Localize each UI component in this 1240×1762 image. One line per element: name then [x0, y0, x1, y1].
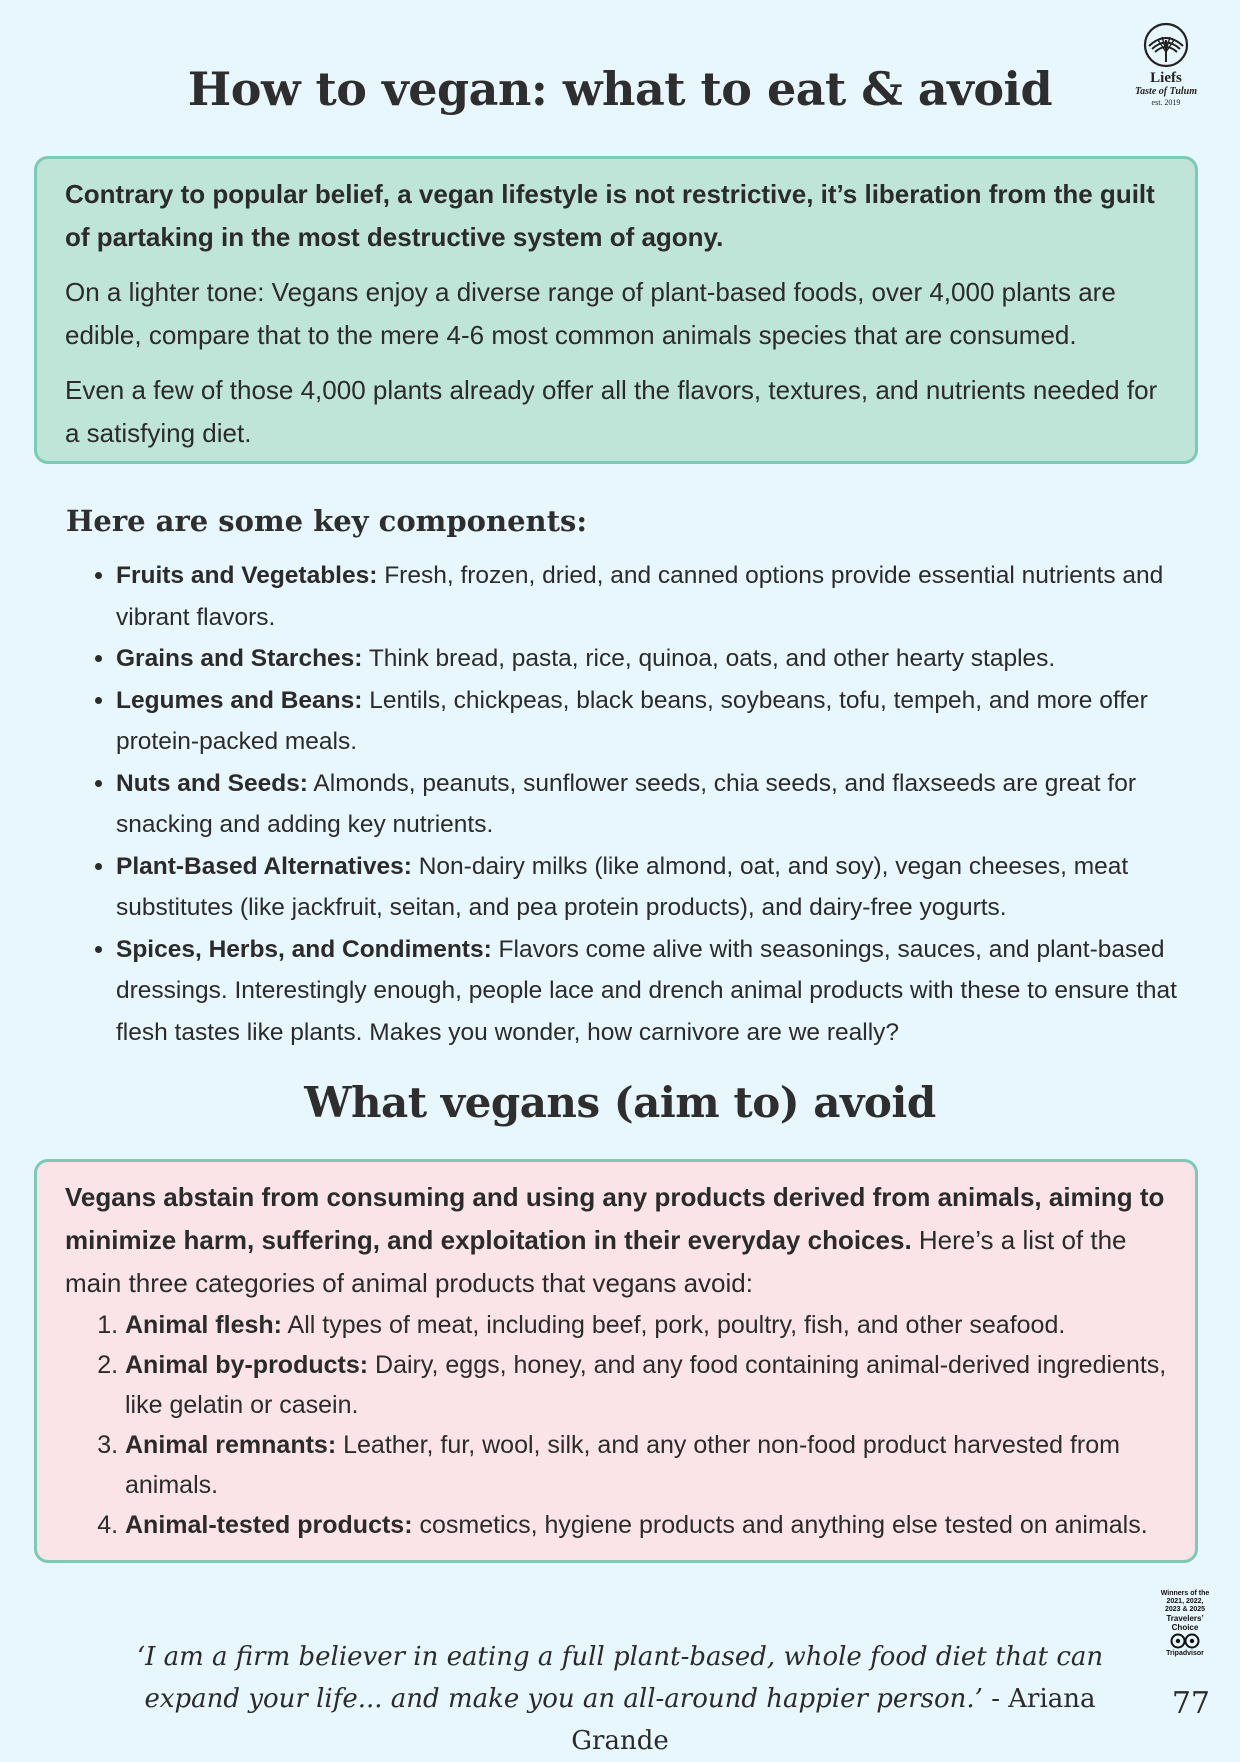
quote-attribution: - Ariana Grande	[571, 1684, 1096, 1756]
logo-brand: Liefs	[1150, 70, 1182, 86]
tripadvisor-owl-icon	[1170, 1633, 1200, 1649]
logo-est: est. 2019	[1151, 98, 1181, 107]
list-item-term: Fruits and Vegetables:	[116, 562, 378, 589]
list-item-text: Dairy, eggs, honey, and any food containing animal-derived ingredients, like gelatin or casein.	[125, 1351, 1167, 1419]
avoid-intro	[65, 1176, 1169, 1305]
avoid-bold-statement: Vegans abstain from consuming and using any products derived from animals, aiming to minimize harm, suffering, and exploitation in their everyday choices.	[65, 1182, 1165, 1255]
list-item-text: Think bread, pasta, rice, quinoa, oats, and other hearty staples.	[362, 645, 1056, 672]
list-item	[125, 1425, 1169, 1505]
list-item	[116, 846, 1216, 929]
award-brand: Tripadvisor	[1166, 1650, 1204, 1657]
list-item	[116, 638, 1216, 680]
quote-text: ‘I am a firm believer in eating a full plant-based, whole food diet that can expand your life... and make you an all-around happier person.’	[136, 1642, 1104, 1714]
list-item-text: cosmetics, hygiene products and anything else tested on animals.	[412, 1511, 1148, 1539]
list-item-term: Animal-tested products:	[125, 1511, 413, 1539]
palm-sun-logo-icon	[1143, 22, 1189, 68]
page-title: How to vegan: what to eat & avoid	[187, 62, 1053, 116]
list-item-term: Plant-Based Alternatives:	[116, 852, 412, 880]
intro-bold-statement: Contrary to popular belief, a vegan lifestyle is not restrictive, it’s liberation from the guilt of partaking in the most destructive system of agony.	[65, 179, 1155, 252]
logo-tagline: Taste of Tulum	[1134, 86, 1198, 97]
intro-paragraph-2: Even a few of those 4,000 plants already offer all the flavors, textures, and nutrients needed for a satisfying diet.	[65, 375, 1158, 448]
list-item-text: All types of meat, including beef, pork, poultry, fish, and other seafood.	[281, 1311, 1066, 1339]
list-item	[125, 1345, 1169, 1425]
list-item-term: Animal remnants:	[125, 1431, 337, 1459]
list-item-term: Grains and Starches:	[116, 645, 363, 672]
award-line-3: 2023 & 2025	[1164, 1606, 1206, 1613]
avoid-list	[37, 1305, 1169, 1545]
footer-quote	[100, 1636, 1140, 1762]
award-line-1: Winners of the	[1160, 1590, 1210, 1597]
intro-paragraph-1: On a lighter tone: Vegans enjoy a diverse range of plant-based foods, over 4,000 plants are edible, compare that to the mere 4-6 most common animals species that are consumed.	[65, 277, 1116, 350]
restaurant-logo	[1116, 22, 1216, 108]
list-item-text: Fresh, frozen, dried, and canned options provide essential nutrients and vibrant flavors.	[116, 562, 1164, 631]
page-number: 77	[1171, 1686, 1210, 1721]
award-title-2: Choice	[1171, 1623, 1199, 1632]
list-item-term: Animal flesh:	[125, 1311, 282, 1339]
list-item	[116, 763, 1216, 846]
award-line-2: 2021, 2022,	[1166, 1598, 1204, 1605]
avoid-title: What vegans (aim to) avoid	[304, 1078, 936, 1127]
avoid-box	[34, 1159, 1198, 1563]
list-item-text: Almonds, peanuts, sunflower seeds, chia seeds, and flaxseeds are great for snacking and adding key nutrients.	[116, 769, 1137, 838]
list-item-term: Animal by-products:	[125, 1351, 369, 1379]
list-item-text: Flavors come alive with seasonings, sauces, and plant-based dressings. Interestingly enough, people lace and drench animal products with these to ensure that flesh tastes like plants. Makes you wonder, how carnivore are we really?	[116, 935, 1177, 1046]
list-item	[125, 1505, 1169, 1545]
list-item	[125, 1305, 1169, 1345]
list-item-term: Legumes and Beans:	[116, 686, 363, 714]
components-list	[88, 555, 1216, 1053]
list-item-text: Non-dairy milks (like almond, oat, and soy), vegan cheeses, meat substitutes (like jackfruit, seitan, and pea protein products), and dairy-free yogurts.	[116, 852, 1129, 921]
list-item-term: Spices, Herbs, and Condiments:	[116, 935, 492, 963]
intro-box	[34, 156, 1198, 464]
list-item-text: Leather, fur, wool, silk, and any other non-food product harvested from animals.	[125, 1431, 1120, 1499]
award-title-1: Travelers’	[1166, 1614, 1204, 1623]
list-item	[116, 680, 1216, 763]
list-item	[116, 555, 1216, 638]
list-item-text: Lentils, chickpeas, black beans, soybeans, tofu, tempeh, and more offer protein-packed meals.	[116, 686, 1148, 755]
avoid-lead: Here’s a list of the main three categories of animal products that vegans avoid:	[65, 1225, 1127, 1298]
list-item	[116, 929, 1216, 1054]
travelers-choice-badge	[1152, 1590, 1218, 1657]
components-heading: Here are some key components:	[66, 504, 588, 538]
list-item-term: Nuts and Seeds:	[116, 769, 308, 797]
